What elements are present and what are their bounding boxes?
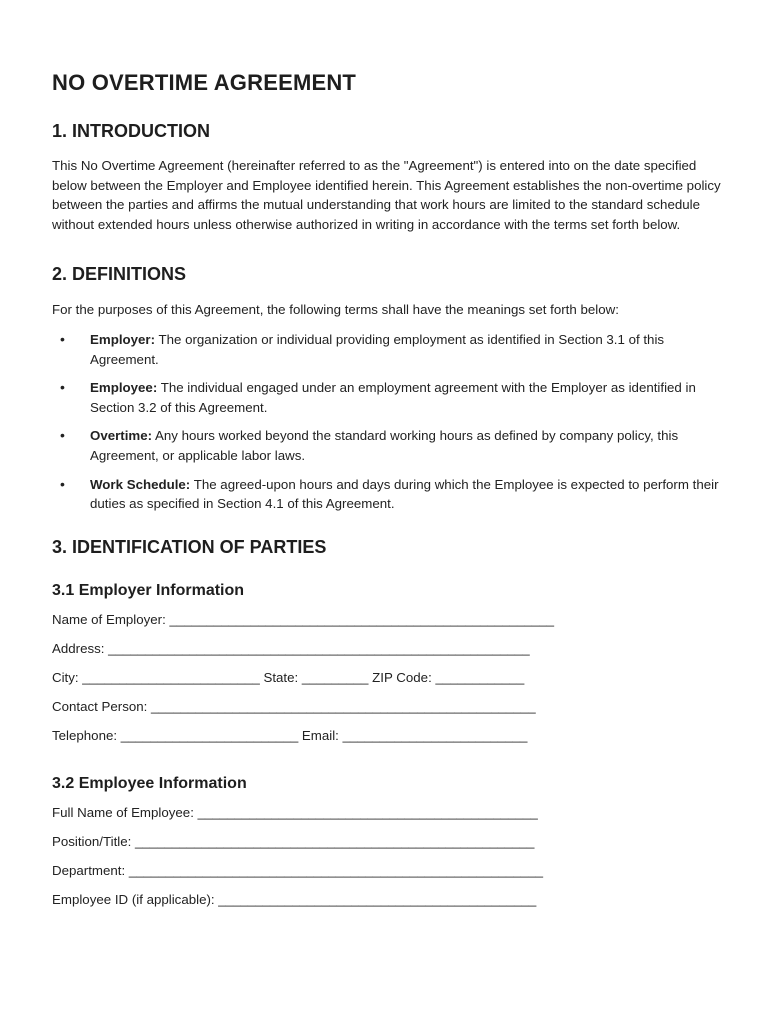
employer-name-field[interactable]: Name of Employer: ____________________________________________________ <box>52 611 555 627</box>
bullet-icon: • <box>60 330 65 347</box>
employer-city-state-zip-field[interactable]: City: ________________________ State: _________ ZIP Code: ____________ <box>52 669 525 685</box>
definition-item-employer <box>52 330 722 369</box>
employee-information <box>52 775 722 909</box>
section-definitions <box>52 264 722 513</box>
employee-full-name-field[interactable]: Full Name of Employee: ______________________________________________ <box>52 804 538 820</box>
introduction-paragraph: This No Overtime Agreement (hereinafter referred to as the "Agreement") is entered into on the date specified below between the Employer and Employee identified herein. This Agreement establishes the non-overtime policy between the parties and affirms the mutual understanding that work hours are limited to the standard schedule without extended hours unless otherwise authorized in writing in accordance with the terms set forth below. <box>52 158 721 232</box>
definition-text: Any hours worked beyond the standard working hours as defined by company policy, this Agreement, or applicable labor laws. <box>90 428 679 463</box>
section-heading-parties: 3. IDENTIFICATION OF PARTIES <box>52 536 327 557</box>
section-heading-introduction: 1. INTRODUCTION <box>52 121 211 141</box>
section-introduction <box>52 121 722 234</box>
bullet-icon: • <box>60 379 65 396</box>
definition-item-work-schedule <box>52 475 722 514</box>
definition-term: Work Schedule: <box>90 476 191 492</box>
employee-department-field[interactable]: Department: ________________________________________________________ <box>52 862 543 878</box>
definition-term: Overtime: <box>90 428 153 444</box>
document-title: NO OVERTIME AGREEMENT <box>52 70 357 95</box>
bullet-icon: • <box>60 427 65 444</box>
bullet-icon: • <box>60 475 65 492</box>
subsection-heading-employee: 3.2 Employee Information <box>52 774 247 792</box>
employer-address-field[interactable]: Address: _________________________________________________________ <box>52 640 530 656</box>
definition-text: The agreed-upon hours and days during which the Employee is expected to perform their duties as specified in Section 4.1 of this Agreement. <box>90 476 719 512</box>
definition-term: Employee: <box>90 380 158 396</box>
document-page <box>52 70 722 909</box>
employer-telephone-email-field[interactable]: Telephone: ________________________ Email: _________________________ <box>52 727 528 743</box>
definition-text: The individual engaged under an employment agreement with the Employer as identified in Section 3.2 of this Agreement. <box>90 380 696 415</box>
employee-id-field[interactable]: Employee ID (if applicable): ___________________________________________ <box>52 891 537 907</box>
subsection-heading-employer: 3.1 Employer Information <box>52 581 245 599</box>
definition-item-overtime <box>52 426 722 465</box>
employer-contact-person-field[interactable]: Contact Person: ____________________________________________________ <box>52 698 536 714</box>
section-identification-of-parties <box>52 537 722 909</box>
definition-term: Employer: <box>90 331 156 347</box>
definition-text: The organization or individual providing employment as identified in Section 3.1 of this Agreement. <box>90 331 665 367</box>
section-heading-definitions: 2. DEFINITIONS <box>52 264 187 285</box>
employer-information <box>52 582 722 745</box>
definition-item-employee <box>52 378 722 417</box>
definitions-intro: For the purposes of this Agreement, the following terms shall have the meanings set forth below: <box>52 302 619 318</box>
definitions-list <box>52 330 722 514</box>
employee-position-field[interactable]: Position/Title: ______________________________________________________ <box>52 833 535 849</box>
